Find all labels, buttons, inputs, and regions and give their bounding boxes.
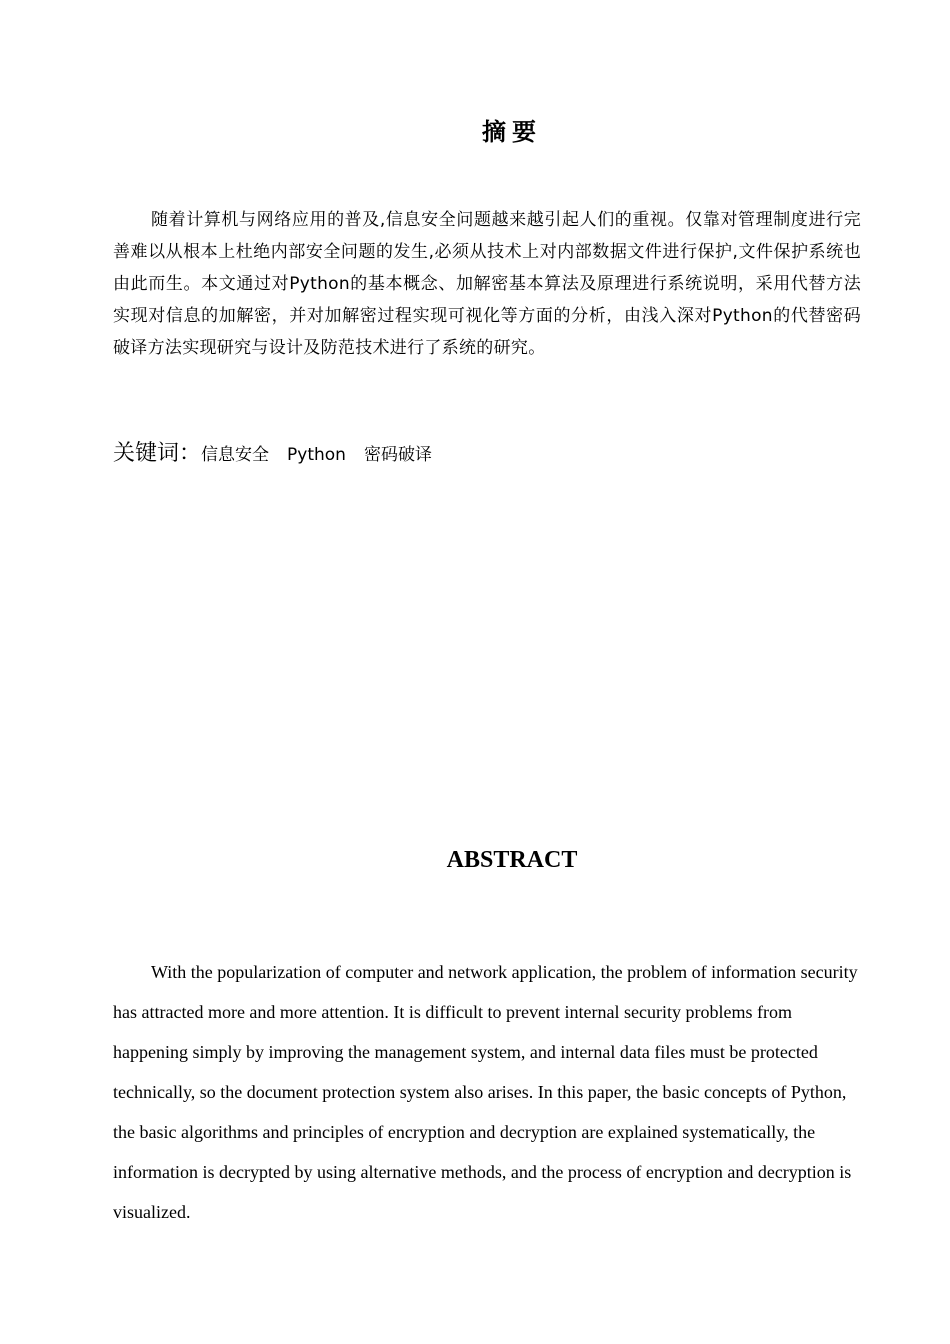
keyword-item: Python [287, 445, 346, 465]
chinese-abstract-body: 随着计算机与网络应用的普及,信息安全问题越来越引起人们的重视。仅靠对管理制度进行完善难以从根本上杜绝内部安全问题的发生,必须从技术上对内部数据文件进行保护,文件保护系统也由此而生。本文通过对Python的基本概念、加解密基本算法及原理进行系统说明，采用代替方法实现对信息的加解密，并对加解密过程实现可视化等方面的分析，由浅入深对Python的代替密码破译方法实现研究与设计及防范技术进行了系统的研究。 [113, 210, 861, 358]
english-abstract-title: ABSTRACT [446, 847, 578, 873]
chinese-keywords-line [113, 436, 450, 467]
keyword-item: 密码破译 [363, 445, 432, 465]
keyword-item: 信息安全 [201, 445, 270, 465]
english-abstract-body: With the popularization of computer and network application, the problem of information security has attracted more and more attention. It is difficult to prevent internal security problems from happening simply by improving the management system, and internal data files must be protected technically, so the document protection system also arises. In this paper, the basic concepts of Python, the basic algorithms and principles of encryption and decryption are explained systematically, the information is decrypted by using alternative methods, and the process of encryption and decryption is visualized. [113, 962, 858, 1222]
chinese-abstract-title: 摘要 [482, 118, 542, 146]
keywords-label: 关键词： [113, 441, 202, 466]
